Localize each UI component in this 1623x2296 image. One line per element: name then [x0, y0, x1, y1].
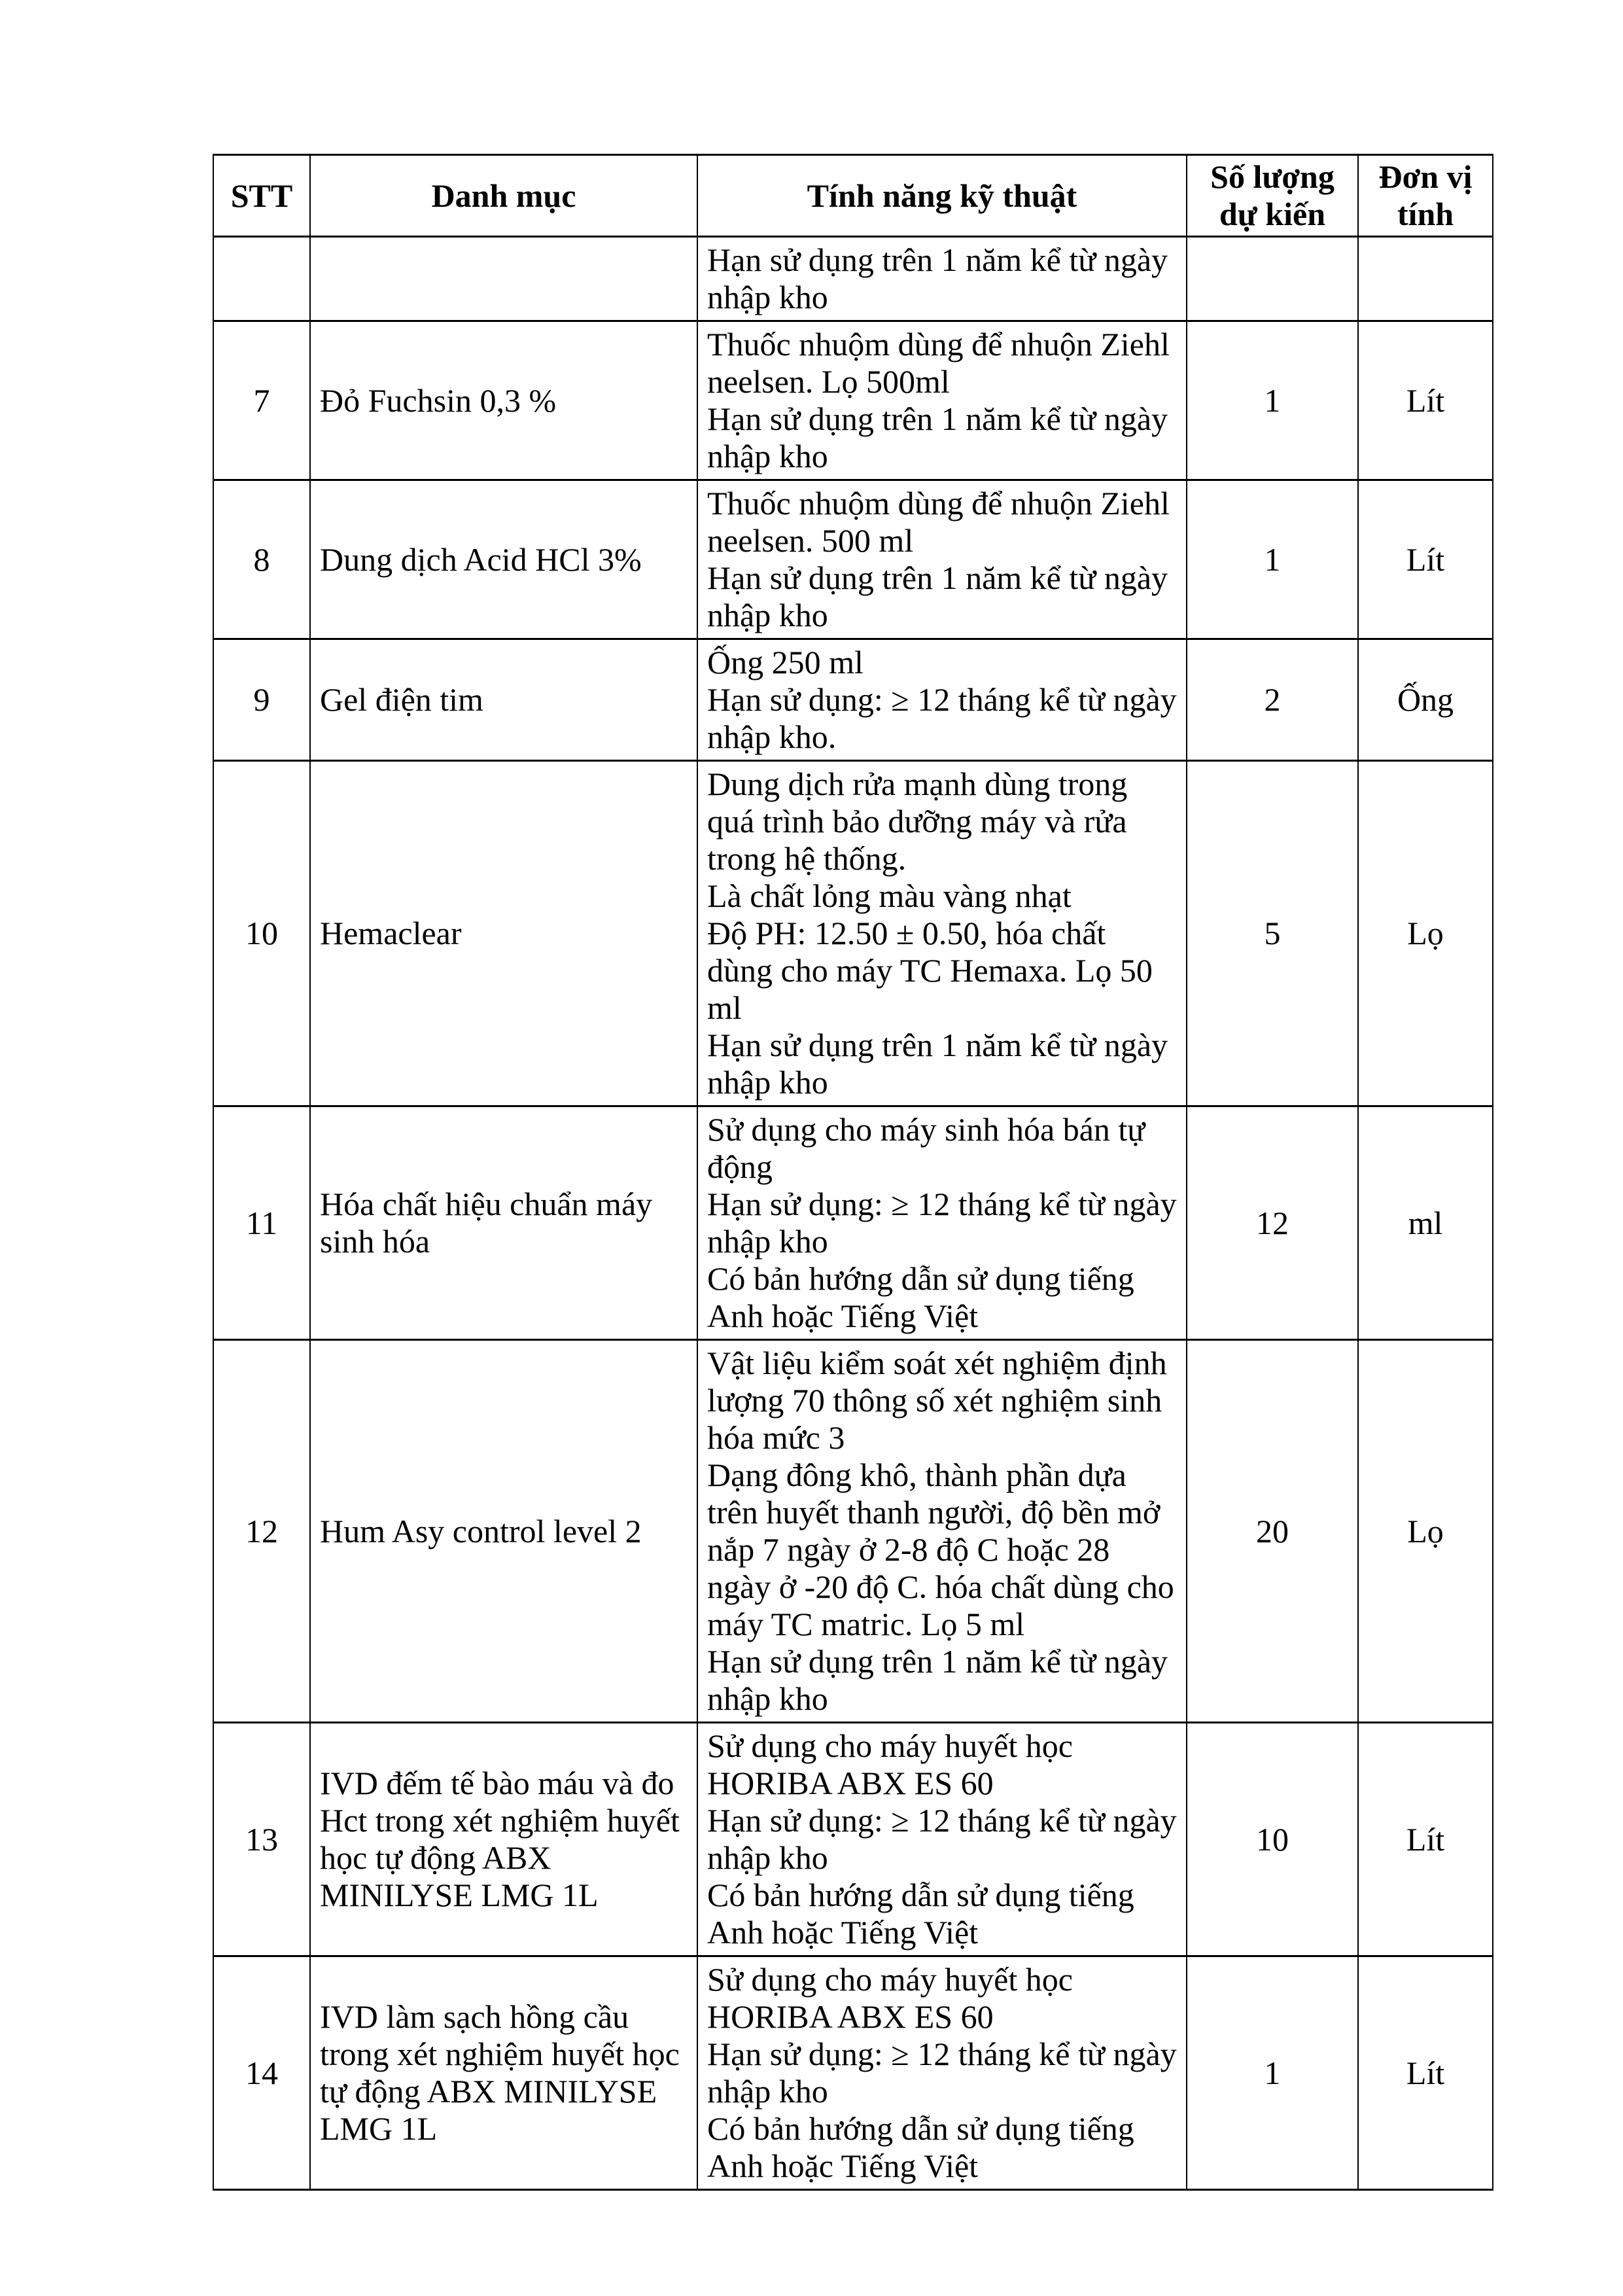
cell-stt: 13 [213, 1723, 310, 1956]
cell-so-luong: 2 [1187, 639, 1358, 761]
cell-don-vi: Lít [1358, 480, 1493, 639]
table-row [213, 1723, 1493, 1956]
cell-stt: 8 [213, 480, 310, 639]
cell-danh-muc: IVD đếm tế bào máu và đo Hct trong xét nghiệm huyết học tự động ABX MINILYSE LMG 1L [310, 1723, 697, 1956]
cell-so-luong: 1 [1187, 321, 1358, 480]
cell-danh-muc: Hemaclear [310, 761, 697, 1106]
cell-tinh-nang [697, 237, 1187, 321]
table-header-row [213, 155, 1493, 237]
cell-don-vi: Ống [1358, 639, 1493, 761]
header-don-vi-tinh: Đơn vị tính [1358, 155, 1493, 237]
cell-danh-muc: IVD làm sạch hồng cầu trong xét nghiệm huyết học tự động ABX MINILYSE LMG 1L [310, 1956, 697, 2190]
spec-line: Hạn sử dụng: ≥ 12 tháng kể từ ngày nhập kho [707, 1186, 1177, 1260]
spec-line: Có bản hướng dẫn sử dụng tiếng Anh hoặc Tiếng Việt [707, 2110, 1134, 2184]
header-tinh-nang-ky-thuat: Tính năng kỹ thuật [697, 155, 1187, 237]
header-danh-muc: Danh mục [310, 155, 697, 237]
cell-so-luong: 20 [1187, 1340, 1358, 1723]
cell-tinh-nang [697, 1956, 1187, 2190]
cell-stt: 10 [213, 761, 310, 1106]
cell-stt: 14 [213, 1956, 310, 2190]
spec-line: Dung dịch rửa mạnh dùng trong quá trình bảo dưỡng máy và rửa trong hệ thống. [707, 766, 1128, 877]
spec-line: Hạn sử dụng trên 1 năm kể từ ngày nhập kho [707, 241, 1168, 315]
table-row [213, 480, 1493, 639]
spec-line: Hạn sử dụng: ≥ 12 tháng kể từ ngày nhập kho [707, 1802, 1177, 1876]
spec-line: Có bản hướng dẫn sử dụng tiếng Anh hoặc Tiếng Việt [707, 1260, 1134, 1334]
supply-items-table [213, 154, 1493, 2191]
cell-so-luong: 1 [1187, 480, 1358, 639]
table-row [213, 639, 1493, 761]
cell-don-vi: Lít [1358, 1956, 1493, 2190]
cell-tinh-nang [697, 1340, 1187, 1723]
cell-tinh-nang [697, 321, 1187, 480]
table-row [213, 321, 1493, 480]
spec-line: Hạn sử dụng: ≥ 12 tháng kể từ ngày nhập kho. [707, 681, 1177, 755]
cell-tinh-nang [697, 480, 1187, 639]
cell-danh-muc: Đỏ Fuchsin 0,3 % [310, 321, 697, 480]
spec-line: Hạn sử dụng trên 1 năm kể từ ngày nhập kho [707, 1643, 1168, 1717]
cell-stt: 12 [213, 1340, 310, 1723]
cell-don-vi: ml [1358, 1106, 1493, 1340]
header-stt: STT [213, 155, 310, 237]
cell-don-vi [1358, 237, 1493, 321]
cell-don-vi: Lọ [1358, 1340, 1493, 1723]
cell-danh-muc: Hóa chất hiệu chuẩn máy sinh hóa [310, 1106, 697, 1340]
cell-don-vi: Lít [1358, 1723, 1493, 1956]
spec-line: Thuốc nhuộm dùng để nhuộn Ziehl neelsen. 500 ml [707, 485, 1170, 559]
cell-danh-muc: Dung dịch Acid HCl 3% [310, 480, 697, 639]
header-so-luong-du-kien: Số lượng dự kiến [1187, 155, 1358, 237]
spec-line: Hạn sử dụng trên 1 năm kể từ ngày nhập kho [707, 400, 1168, 474]
spec-line: Sử dụng cho máy sinh hóa bán tự động [707, 1111, 1145, 1185]
spec-line: Có bản hướng dẫn sử dụng tiếng Anh hoặc Tiếng Việt [707, 1877, 1134, 1951]
cell-don-vi: Lọ [1358, 761, 1493, 1106]
table-row [213, 1340, 1493, 1723]
cell-so-luong [1187, 237, 1358, 321]
cell-tinh-nang [697, 761, 1187, 1106]
table-body [213, 237, 1493, 2190]
spec-line: Ống 250 ml [707, 644, 864, 680]
spec-line: Hạn sử dụng: ≥ 12 tháng kể từ ngày nhập kho [707, 2036, 1177, 2110]
spec-line: Thuốc nhuộm dùng để nhuộn Ziehl neelsen. Lọ 500ml [707, 326, 1170, 400]
cell-so-luong: 10 [1187, 1723, 1358, 1956]
table-row [213, 1956, 1493, 2190]
cell-stt: 11 [213, 1106, 310, 1340]
cell-stt [213, 237, 310, 321]
spec-line: Là chất lỏng màu vàng nhạt [707, 877, 1072, 914]
spec-line: Độ PH: 12.50 ± 0.50, hóa chất dùng cho máy TC Hemaxa. Lọ 50 ml [707, 915, 1153, 1026]
spec-line: Hạn sử dụng trên 1 năm kể từ ngày nhập kho [707, 559, 1168, 633]
cell-don-vi: Lít [1358, 321, 1493, 480]
cell-danh-muc: Gel điện tim [310, 639, 697, 761]
cell-stt: 7 [213, 321, 310, 480]
cell-tinh-nang [697, 1106, 1187, 1340]
table-row [213, 761, 1493, 1106]
spec-line: Sử dụng cho máy huyết học HORIBA ABX ES 60 [707, 1961, 1073, 2035]
table-row [213, 1106, 1493, 1340]
spec-line: Hạn sử dụng trên 1 năm kể từ ngày nhập kho [707, 1027, 1168, 1101]
cell-tinh-nang [697, 1723, 1187, 1956]
cell-tinh-nang [697, 639, 1187, 761]
spec-line: Dạng đông khô, thành phần dựa trên huyết thanh người, độ bền mở nắp 7 ngày ở 2-8 độ C hoặc 28 ngày ở -20 độ C. hóa chất dùng cho máy TC matric. Lọ 5 ml [707, 1457, 1174, 1642]
spec-line: Vật liệu kiểm soát xét nghiệm định lượng 70 thông số xét nghiệm sinh hóa mức 3 [707, 1345, 1167, 1456]
cell-so-luong: 1 [1187, 1956, 1358, 2190]
cell-danh-muc [310, 237, 697, 321]
spec-line: Sử dụng cho máy huyết học HORIBA ABX ES 60 [707, 1727, 1073, 1801]
cell-stt: 9 [213, 639, 310, 761]
cell-danh-muc: Hum Asy control level 2 [310, 1340, 697, 1723]
table-row [213, 237, 1493, 321]
cell-so-luong: 12 [1187, 1106, 1358, 1340]
cell-so-luong: 5 [1187, 761, 1358, 1106]
